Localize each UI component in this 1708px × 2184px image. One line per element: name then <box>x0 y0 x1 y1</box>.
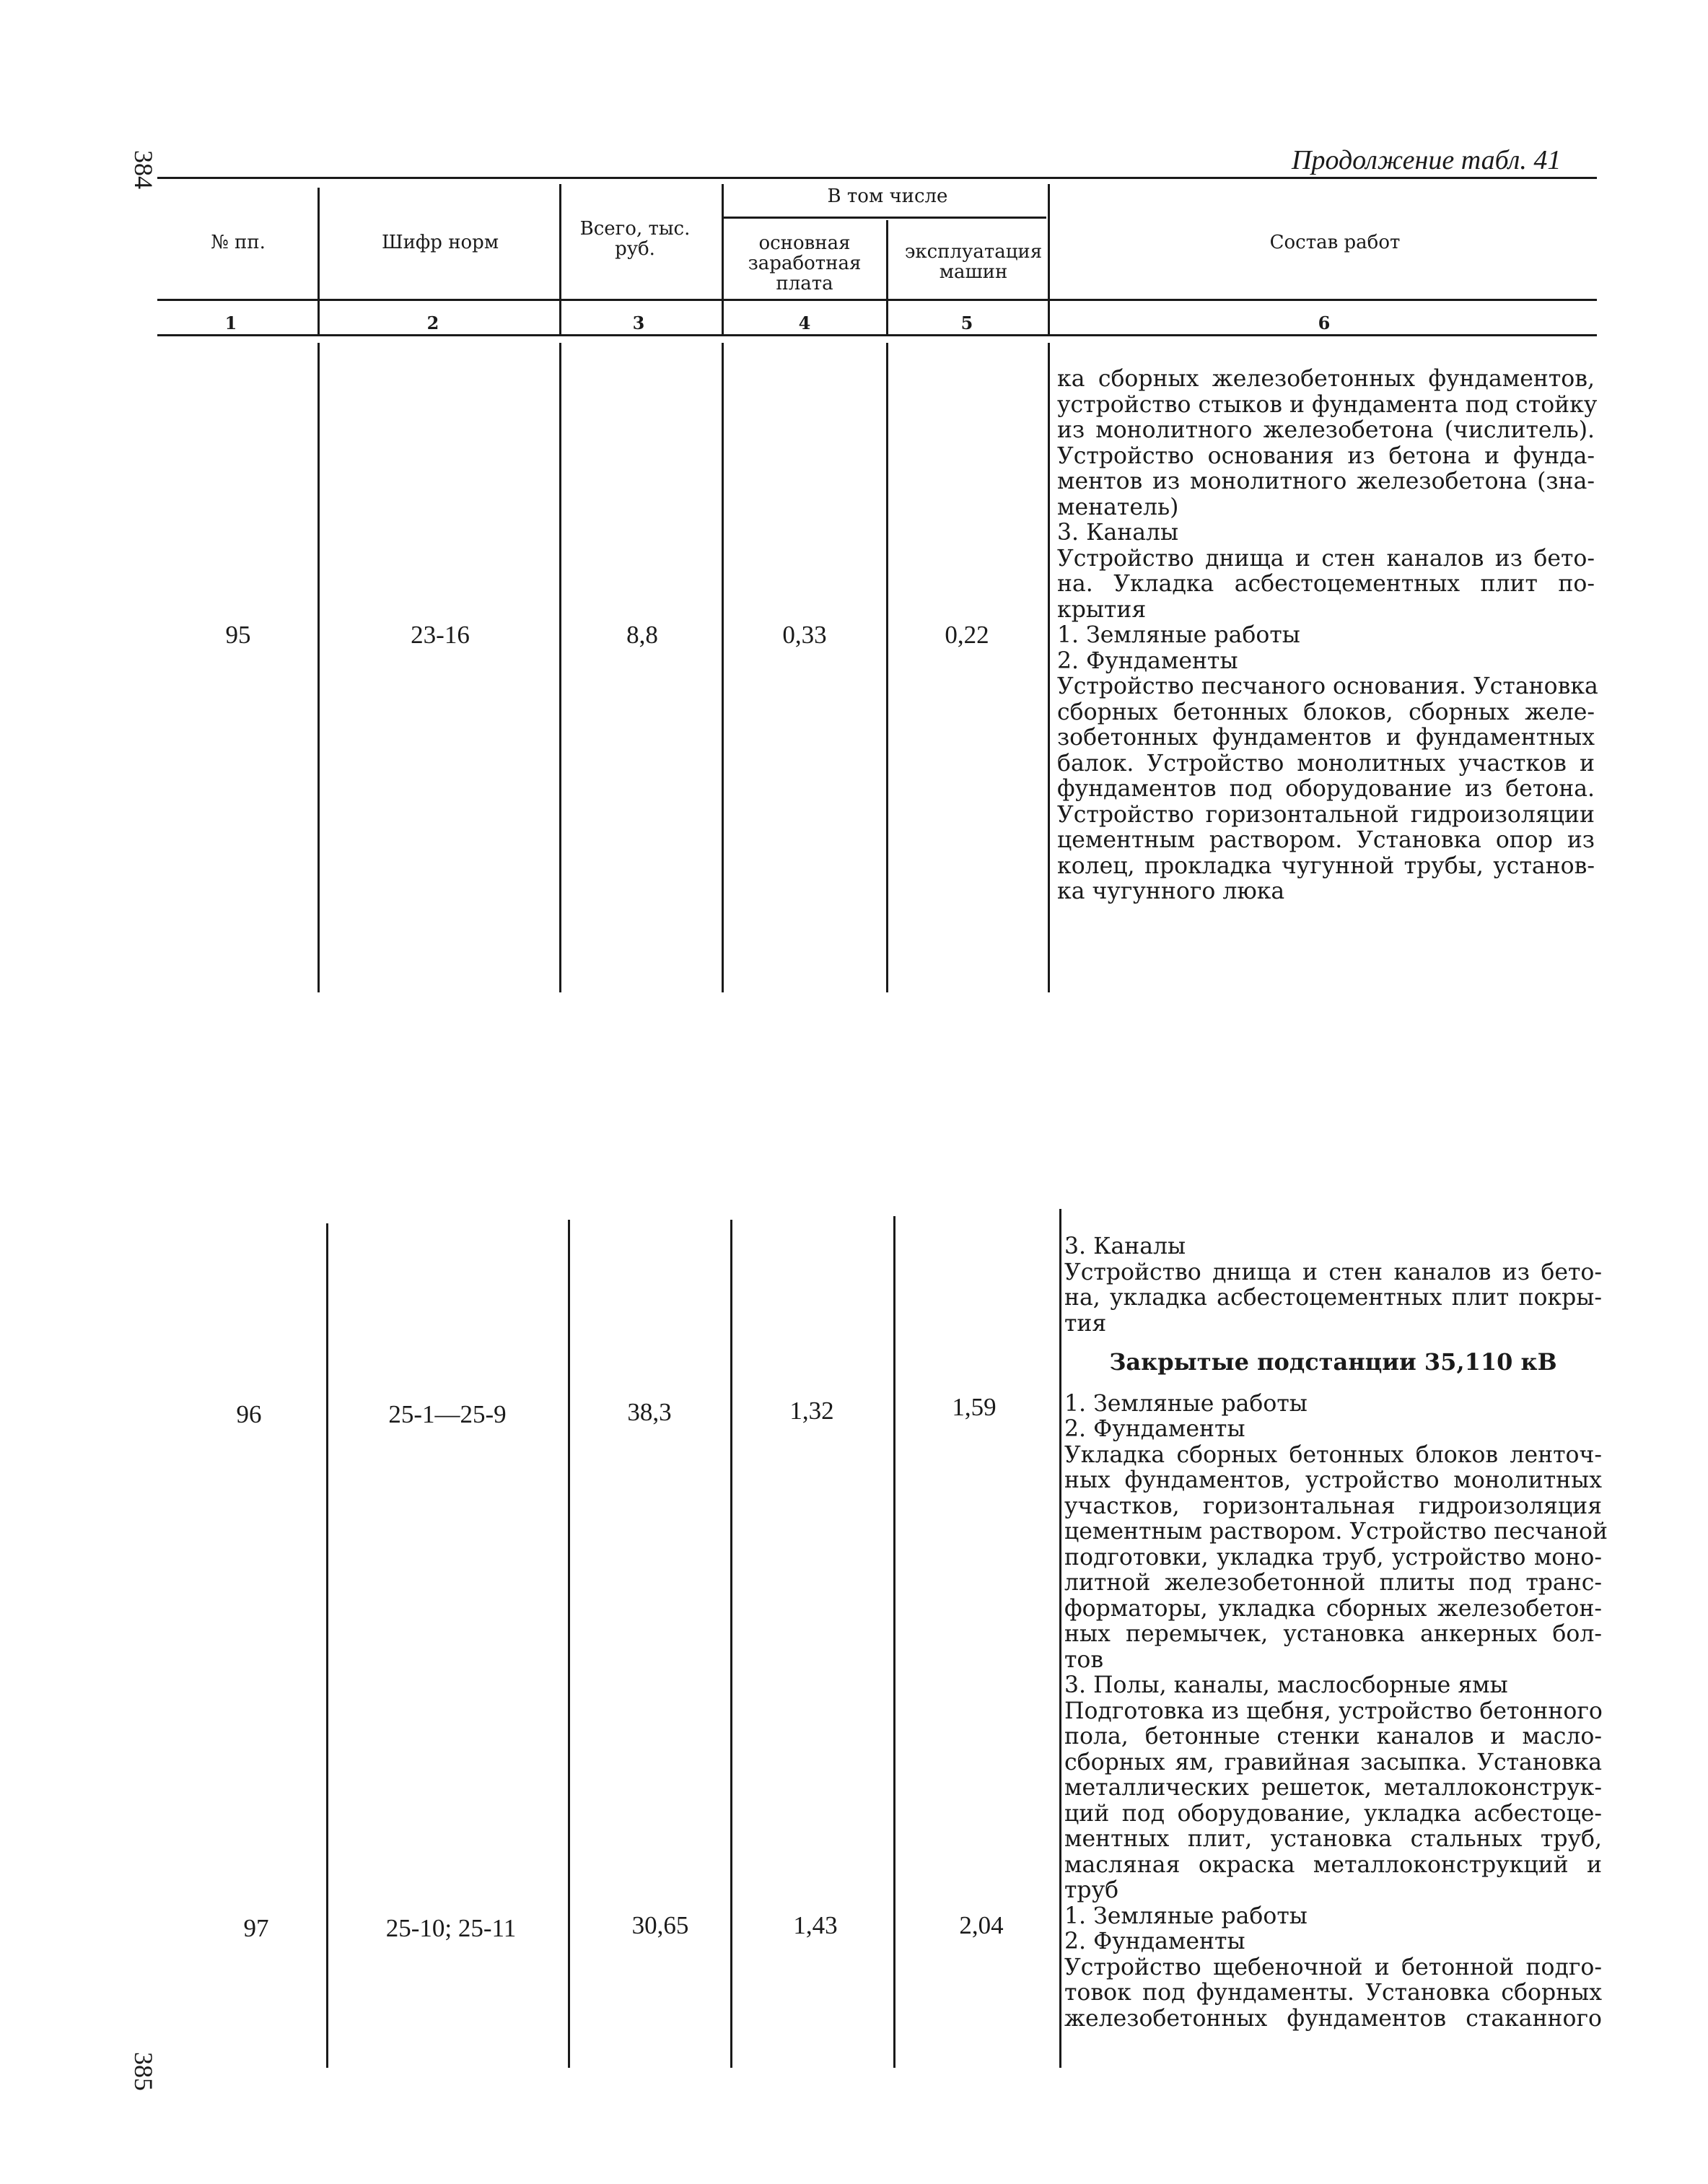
works-line: ций под оборудование, укладка асбестоце- <box>1064 1800 1602 1827</box>
works-line: Устройство горизонтальной гидроизоляции <box>1057 801 1595 828</box>
colnum-6: 6 <box>1318 313 1331 333</box>
body2-vline-5 <box>1059 1209 1061 2068</box>
header-including: В том числе <box>827 185 948 207</box>
works-line: 2. Фундаменты <box>1064 1416 1245 1442</box>
row-96-total: 38,3 <box>627 1398 672 1426</box>
works-line: 1. Земляные работы <box>1057 622 1300 648</box>
row-97-wage: 1,43 <box>793 1911 838 1939</box>
works-line: устройство стыков и фундамента под стойку <box>1057 391 1598 418</box>
works-line: металлических решеток, металлоконструк- <box>1064 1775 1602 1801</box>
body2-vline-3 <box>730 1220 732 2068</box>
works-line: участков, горизонтальная гидроизоляция <box>1064 1493 1602 1519</box>
works-line: пола, бетонные стенки каналов и масло- <box>1064 1724 1602 1750</box>
section-subheading: Закрытые подстанции 35,110 кВ <box>1109 1348 1557 1376</box>
body2-vline-4 <box>893 1216 895 2068</box>
row-95-wage: 0,33 <box>782 621 827 649</box>
row-96-wage: 1,32 <box>789 1397 834 1425</box>
header-vline-3 <box>722 184 724 336</box>
works-line: 3. Каналы <box>1057 520 1179 546</box>
works-line: 2. Фундаменты <box>1057 647 1238 674</box>
works-line: подготовки, укладка труб, устройство моно- <box>1064 1544 1602 1571</box>
header-num: № пп. <box>211 232 266 253</box>
body1-vline-5 <box>1048 343 1050 992</box>
works-line: железобетонных фундаментов стаканного <box>1064 2005 1602 2032</box>
works-line: Устройство основания из бетона и фунда- <box>1057 442 1595 469</box>
row-97-code: 25-10; 25-11 <box>385 1914 517 1942</box>
works-line: тия <box>1064 1310 1107 1337</box>
row-95-code: 23-16 <box>411 621 470 649</box>
row-97-total: 30,65 <box>631 1911 689 1939</box>
works-line: из монолитного железобетона (числитель). <box>1057 417 1595 443</box>
works-line: форматоры, укладка сборных железобетон- <box>1064 1595 1602 1622</box>
continuation-title: Продолжение табл. 41 <box>1292 145 1562 175</box>
works-line: менатель) <box>1057 494 1179 520</box>
works-line: сборных бетонных блоков, сборных желе- <box>1057 699 1595 725</box>
header-vline-2 <box>559 184 561 336</box>
header-machines: эксплуатация машин <box>904 241 1043 283</box>
works-line: Подготовка из щебня, устройство бетонного <box>1064 1698 1603 1724</box>
header-including-rule <box>722 217 1046 219</box>
works-line: Устройство песчаного основания. Установка <box>1057 673 1598 699</box>
works-line: ка сборных железобетонных фундаментов, <box>1057 366 1595 392</box>
row-96-machines: 1,59 <box>952 1393 997 1421</box>
works-line: на. Укладка асбестоцементных плит по- <box>1057 571 1595 597</box>
works-line: товок под фундаменты. Установка сборных <box>1064 1980 1602 2006</box>
works-line: 3. Каналы <box>1064 1233 1186 1259</box>
row-95-total: 8,8 <box>626 621 658 649</box>
works-line: сборных ям, гравийная засыпка. Установка <box>1064 1749 1602 1775</box>
header-top-rule <box>157 177 1597 179</box>
row-96-code: 25-1—25-9 <box>388 1400 507 1428</box>
works-line: масляная окраска металлоконструкций и <box>1064 1851 1602 1878</box>
works-text-block-2 <box>1064 1233 1608 2032</box>
works-line: литной железобетонной плиты под транс- <box>1064 1570 1602 1596</box>
header-code: Шифр норм <box>381 232 499 253</box>
works-line: колец, прокладка чугунной трубы, установ- <box>1057 852 1595 879</box>
colnum-2: 2 <box>426 313 439 333</box>
colnum-4: 4 <box>798 313 811 333</box>
colnum-5: 5 <box>960 313 973 333</box>
colnum-bottom-rule <box>157 334 1597 336</box>
works-line: цементным раствором. Устройство песчаной <box>1064 1519 1608 1545</box>
works-line: цементным раствором. Установка опор из <box>1057 827 1595 853</box>
body2-vline-2 <box>568 1220 570 2068</box>
works-line: крытия <box>1057 596 1147 623</box>
works-line: зобетонных фундаментов и фундаментных <box>1057 725 1595 751</box>
header-total: Всего, тыс. руб. <box>579 218 691 260</box>
body1-vline-1 <box>317 343 320 992</box>
header-vline-1 <box>317 188 320 336</box>
works-line: Устройство днища и стен каналов из бето- <box>1064 1259 1602 1285</box>
body1-vline-2 <box>559 343 561 992</box>
header-works: Состав работ <box>1269 232 1401 253</box>
right-page-number: 385 <box>129 2052 158 2091</box>
row-97-num: 97 <box>243 1914 269 1942</box>
works-line: труб <box>1064 1877 1119 1903</box>
header-vline-4 <box>886 220 888 336</box>
works-line: Устройство днища и стен каналов из бето- <box>1057 545 1595 572</box>
works-line: ментов из монолитного железобетона (зна- <box>1057 468 1595 494</box>
works-line: на, укладка асбестоцементных плит покры- <box>1064 1285 1602 1311</box>
row-96-num: 96 <box>236 1400 262 1428</box>
body2-vline-1 <box>326 1223 328 2068</box>
header-wage: основная заработная плата <box>748 232 862 294</box>
works-line: Устройство щебеночной и бетонной подго- <box>1064 1954 1602 1980</box>
works-line: 2. Фундаменты <box>1064 1929 1245 1954</box>
row-95-machines: 0,22 <box>945 621 989 649</box>
body1-vline-3 <box>722 343 724 992</box>
works-line: балок. Устройство монолитных участков и <box>1057 750 1595 777</box>
works-line: тов <box>1064 1646 1104 1673</box>
works-line: Укладка сборных бетонных блоков ленточ- <box>1064 1441 1602 1468</box>
works-line: 1. Земляные работы <box>1064 1903 1308 1929</box>
colnum-1: 1 <box>224 313 237 333</box>
works-line: 1. Земляные работы <box>1064 1390 1308 1417</box>
colnum-3: 3 <box>632 313 645 333</box>
works-line: 3. Полы, каналы, маслосборные ямы <box>1064 1672 1508 1698</box>
works-line: фундаментов под оборудование из бетона. <box>1057 776 1595 802</box>
works-line: ных фундаментов, устройство монолитных <box>1064 1467 1602 1493</box>
header-bottom-rule <box>157 299 1597 301</box>
row-95-num: 95 <box>225 621 251 649</box>
left-page-number: 384 <box>129 150 158 189</box>
works-line: ка чугунного люка <box>1057 878 1285 904</box>
works-line: ных перемычек, установка анкерных бол- <box>1064 1621 1602 1647</box>
works-line: ментных плит, установка стальных труб, <box>1064 1826 1602 1852</box>
works-text-block-1 <box>1057 366 1598 905</box>
body1-vline-4 <box>886 343 888 992</box>
row-97-machines: 2,04 <box>959 1911 1004 1939</box>
